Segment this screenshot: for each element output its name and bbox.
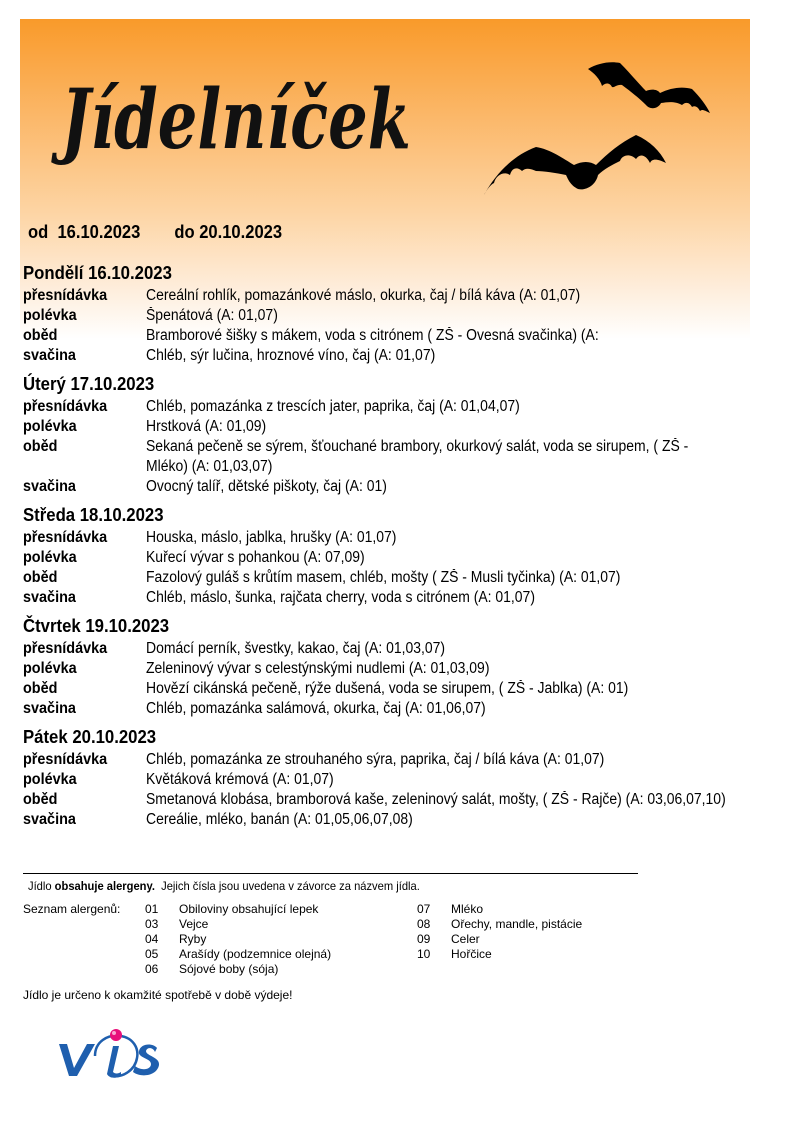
day-title: Čtvrtek 19.10.2023 — [23, 616, 170, 636]
divider — [23, 873, 638, 874]
allergen-item — [145, 917, 331, 932]
meal-label: oběd — [23, 569, 58, 586]
allergen-code: 06 — [145, 962, 159, 976]
meal-label: polévka — [23, 418, 77, 435]
meal-text: Chléb, máslo, šunka, rajčata cherry, voda s citrónem (A: 01,07) — [146, 589, 535, 606]
allergen-note-suffix: Jejich čísla jsou uvedena v závorce za názvem jídla. — [154, 879, 420, 893]
allergen-item — [417, 932, 582, 947]
meal-label: svačina — [23, 811, 76, 828]
meal-text: Hovězí cikánská pečeně, rýže dušená, voda se sirupem, ( ZŠ - Jablka) (A: 01) — [146, 680, 629, 697]
meal-text: Sekaná pečeně se sýrem, šťouchané brambory, okurkový salát, voda se sirupem, ( ZŠ - Mléko) (A: 01,03,07) — [146, 438, 689, 475]
meal-row — [23, 548, 743, 568]
meal-text: Kuřecí vývar s pohankou (A: 07,09) — [146, 549, 365, 566]
meal-label: oběd — [23, 438, 58, 455]
allergen-name: Hořčice — [451, 947, 492, 961]
meal-row — [23, 477, 743, 497]
meal-label: oběd — [23, 680, 58, 697]
allergen-note — [28, 879, 420, 893]
allergen-note-bold: obsahuje alergeny. — [54, 879, 155, 893]
meal-label: svačina — [23, 347, 76, 364]
day-tuesday — [23, 373, 743, 497]
meal-text: Hrstková (A: 01,09) — [146, 418, 267, 435]
meal-label: přesnídávka — [23, 398, 108, 415]
allergen-code: 03 — [145, 917, 159, 931]
date-to-label: do — [174, 222, 195, 242]
meal-row — [23, 679, 743, 699]
day-friday — [23, 726, 743, 830]
meal-text: Ovocný talíř, dětské piškoty, čaj (A: 01) — [146, 478, 387, 495]
logo-letter-v — [59, 1044, 95, 1076]
consumption-note: Jídlo je určeno k okamžité spotřebě v době výdeje! — [23, 988, 293, 1002]
allergen-item — [145, 932, 331, 947]
meal-row — [23, 699, 743, 719]
meal-label: oběd — [23, 791, 58, 808]
meal-row — [23, 810, 743, 830]
day-wednesday — [23, 504, 743, 608]
meal-row — [23, 437, 743, 477]
allergen-name: Arašídy (podzemnice olejná) — [179, 947, 332, 961]
weekly-menu — [23, 262, 743, 837]
meal-text: Houska, máslo, jablka, hrušky (A: 01,07) — [146, 529, 397, 546]
meal-label: polévka — [23, 549, 77, 566]
allergen-code: 09 — [417, 932, 431, 946]
allergen-name: Ořechy, mandle, pistácie — [451, 917, 583, 931]
meal-text: Domácí perník, švestky, kakao, čaj (A: 01,03,07) — [146, 640, 446, 657]
allergen-code: 08 — [417, 917, 431, 931]
page-title-text: Jídelníček — [51, 72, 411, 168]
meal-text: Bramborové šišky s mákem, voda s citrónem ( ZŠ - Ovesná svačinka) (A: — [146, 327, 599, 344]
allergen-item — [417, 902, 582, 917]
allergen-name: Ryby — [179, 932, 207, 946]
allergen-note-prefix: Jídlo — [28, 879, 55, 893]
page-title — [51, 48, 435, 173]
allergen-name: Sójové boby (sója) — [179, 962, 279, 976]
meal-row — [23, 588, 743, 608]
meal-row — [23, 639, 743, 659]
day-title: Úterý 17.10.2023 — [23, 374, 155, 394]
meal-row — [23, 568, 743, 588]
date-from: 16.10.2023 — [57, 222, 141, 242]
logo-letter-i — [107, 1046, 121, 1078]
meal-text: Chléb, pomazánka ze strouhaného sýra, paprika, čaj / bílá káva (A: 01,07) — [146, 751, 605, 768]
meal-row — [23, 326, 743, 346]
meal-row — [23, 397, 743, 417]
meal-label: svačina — [23, 700, 76, 717]
meal-text: Smetanová klobása, bramborová kaše, zeleninový salát, mošty, ( ZŠ - Rajče) (A: 03,06,07,10) — [146, 791, 726, 808]
day-title: Pondělí 16.10.2023 — [23, 263, 172, 283]
allergen-code: 10 — [417, 947, 431, 961]
meal-text: Cereálie, mléko, banán (A: 01,05,06,07,08) — [146, 811, 413, 828]
meal-row — [23, 790, 743, 810]
meal-label: svačina — [23, 478, 76, 495]
meal-row — [23, 659, 743, 679]
meal-row — [23, 346, 743, 366]
allergen-item — [145, 962, 331, 977]
meal-label: polévka — [23, 307, 77, 324]
allergen-name: Mléko — [451, 902, 484, 916]
meal-row — [23, 306, 743, 326]
allergen-code: 07 — [417, 902, 431, 916]
meal-text: Fazolový guláš s krůtím masem, chléb, mošty ( ZŠ - Musli tyčinka) (A: 01,07) — [146, 569, 621, 586]
allergen-code: 04 — [145, 932, 159, 946]
vis-logo — [55, 1026, 165, 1084]
meal-label: přesnídávka — [23, 287, 108, 304]
allergen-code: 05 — [145, 947, 159, 961]
allergen-list-label: Seznam alergenů: — [23, 902, 121, 916]
allergen-name: Obiloviny obsahující lepek — [179, 902, 319, 916]
meal-text: Květáková krémová (A: 01,07) — [146, 771, 334, 788]
day-monday — [23, 262, 743, 366]
allergen-name: Celer — [451, 932, 480, 946]
meal-text: Zeleninový vývar s celestýnskými nudlemi (A: 01,03,09) — [146, 660, 490, 677]
allergen-column-1 — [145, 902, 331, 977]
meal-row — [23, 286, 743, 306]
allergen-column-2 — [417, 902, 582, 962]
meal-text: Špenátová (A: 01,07) — [146, 307, 278, 324]
meal-row — [23, 770, 743, 790]
date-to: 20.10.2023 — [199, 222, 283, 242]
meal-label: přesnídávka — [23, 751, 108, 768]
bat-icon — [484, 62, 710, 195]
bats-decoration — [470, 55, 715, 200]
meal-label: polévka — [23, 660, 77, 677]
meal-label: polévka — [23, 771, 77, 788]
allergen-item — [145, 902, 331, 917]
meal-row — [23, 417, 743, 437]
day-title: Středa 18.10.2023 — [23, 505, 164, 525]
allergen-item — [145, 947, 331, 962]
meal-label: přesnídávka — [23, 640, 108, 657]
meal-text: Cereální rohlík, pomazánkové máslo, okurka, čaj / bílá káva (A: 01,07) — [146, 287, 581, 304]
meal-label: oběd — [23, 327, 58, 344]
allergen-name: Vejce — [179, 917, 209, 931]
meal-row — [23, 750, 743, 770]
meal-text: Chléb, sýr lučina, hroznové víno, čaj (A: 01,07) — [146, 347, 436, 364]
day-title: Pátek 20.10.2023 — [23, 727, 157, 747]
logo-dot — [110, 1029, 122, 1041]
meal-label: přesnídávka — [23, 529, 108, 546]
allergen-item — [417, 947, 582, 962]
meal-text: Chléb, pomazánka z trescích jater, paprika, čaj (A: 01,04,07) — [146, 398, 520, 415]
allergen-code: 01 — [145, 902, 159, 916]
day-thursday — [23, 615, 743, 719]
date-from-label: od — [28, 222, 49, 242]
meal-text: Chléb, pomazánka salámová, okurka, čaj (A: 01,06,07) — [146, 700, 486, 717]
date-range — [28, 222, 282, 243]
allergen-item — [417, 917, 582, 932]
meal-row — [23, 528, 743, 548]
meal-label: svačina — [23, 589, 76, 606]
